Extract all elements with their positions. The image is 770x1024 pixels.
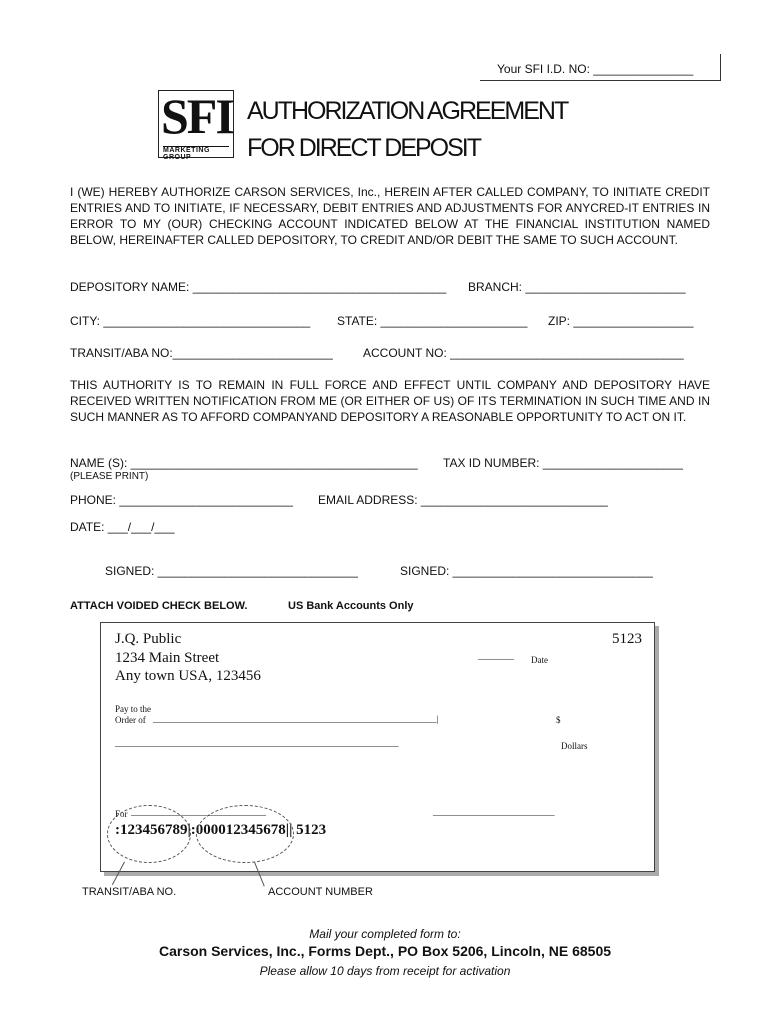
footer-address-line: Carson Services, Inc., Forms Dept., PO Box 5206, Lincoln, NE 68505 [158,943,612,959]
phone-field[interactable]: PHONE: __________________________ [70,493,293,507]
date-field[interactable]: DATE: ___/___/___ [70,520,175,534]
zip-field[interactable]: ZIP: __________________ [548,314,694,328]
dollars-label: Dollars [561,741,588,751]
voided-check-sample [100,622,655,872]
account-number-field[interactable]: ACCOUNT NO: ___________________________________ [363,346,684,360]
sfi-id-field[interactable]: Your SFI I.D. NO: _______________ [497,62,694,76]
title-line-2: FOR DIRECT DEPOSIT [247,134,481,162]
logo-main-text: SFI [161,88,233,144]
check-date-line: ________ [478,651,514,661]
check-date-label: Date [531,655,548,665]
sfi-logo [158,88,234,161]
footer-mail-line: Mail your completed form to: [309,927,461,941]
for-blank: ______________________________ [131,807,266,817]
check-number: 5123 [612,631,642,647]
transit-highlight-ellipse [107,805,191,863]
pay-to-blank: _______________________________________________________________| [153,714,439,724]
micr-line: :123456789|:000012345678|| 5123 [115,822,327,838]
account-highlight-ellipse [196,805,294,863]
pay-to-label-2: Order of [115,715,146,725]
depository-name-field[interactable]: DEPOSITORY NAME: ______________________________________ [70,280,447,294]
pay-to-label-1: Pay to the [115,704,151,714]
footer-allow-line: Please allow 10 days from receipt for activation [259,964,511,978]
signature-blank: ___________________________ [433,807,555,817]
signed-field-2[interactable]: SIGNED: ______________________________ [400,564,653,578]
name-field[interactable]: NAME (S): ___________________________________________ [70,456,418,470]
tax-id-field[interactable]: TAX ID NUMBER: _____________________ [443,456,683,470]
transit-aba-field[interactable]: TRANSIT/ABA NO:________________________ [70,346,333,360]
state-field[interactable]: STATE: ______________________ [337,314,528,328]
check-address-1: 1234 Main Street [115,650,220,666]
dollars-blank: _______________________________________________________________ [115,738,399,748]
city-field[interactable]: CITY: _______________________________ [70,314,311,328]
check-address-2: Any town USA, 123456 [115,668,261,684]
title-line-1: AUTHORIZATION AGREEMENT [247,97,568,125]
check-name: J.Q. Public [115,631,182,647]
dollar-sign: $ [556,715,561,725]
signed-field-1[interactable]: SIGNED: ______________________________ [105,564,358,578]
authority-paragraph: THIS AUTHORITY IS TO REMAIN IN FULL FORCE AND EFFECT UNTIL COMPANY AND DEPOSITORY HAVE RECEIVED WRITTEN NOTIFICATION FROM ME (OR EITHER OF US) OF ITS TERMINATION IN SUCH TIME AND IN SUCH MANNER AS TO AFFORD COMPANYAND DEPOSITORY A REASONABLE OPPORTUNITY TO ACT ON IT. [70,378,710,424]
account-callout-label: ACCOUNT NUMBER [268,886,373,898]
branch-field[interactable]: BRANCH: ________________________ [468,280,686,294]
please-print-note: (PLEASE PRINT) [70,471,149,482]
attach-check-label: ATTACH VOIDED CHECK BELOW. [70,600,248,612]
authorization-paragraph: I (WE) HEREBY AUTHORIZE CARSON SERVICES, Inc., HEREIN AFTER CALLED COMPANY, TO INITIATE CREDIT ENTRIES AND TO INITIATE, IF NECESSARY, DEBIT ENTRIES AND ADJUSTMENTS FOR ANYCRED-IT ENTRIES IN ERROR TO MY (OUR) CHECKING ACCOUNT INDICATED BELOW AT THE FINANCIAL INSTITUTION NAMED BELOW, HEREINAFTER CALLED DEPOSITORY, TO CREDIT AND/OR DEBIT THE SAME TO SUCH ACCOUNT. [70,185,710,247]
email-field[interactable]: EMAIL ADDRESS: ____________________________ [318,493,608,507]
us-accounts-only-label: US Bank Accounts Only [288,600,414,612]
for-label: For [115,809,128,819]
transit-callout-label: TRANSIT/ABA NO. [82,886,177,898]
logo-sub-text: MARKETING GROUP [163,146,229,161]
